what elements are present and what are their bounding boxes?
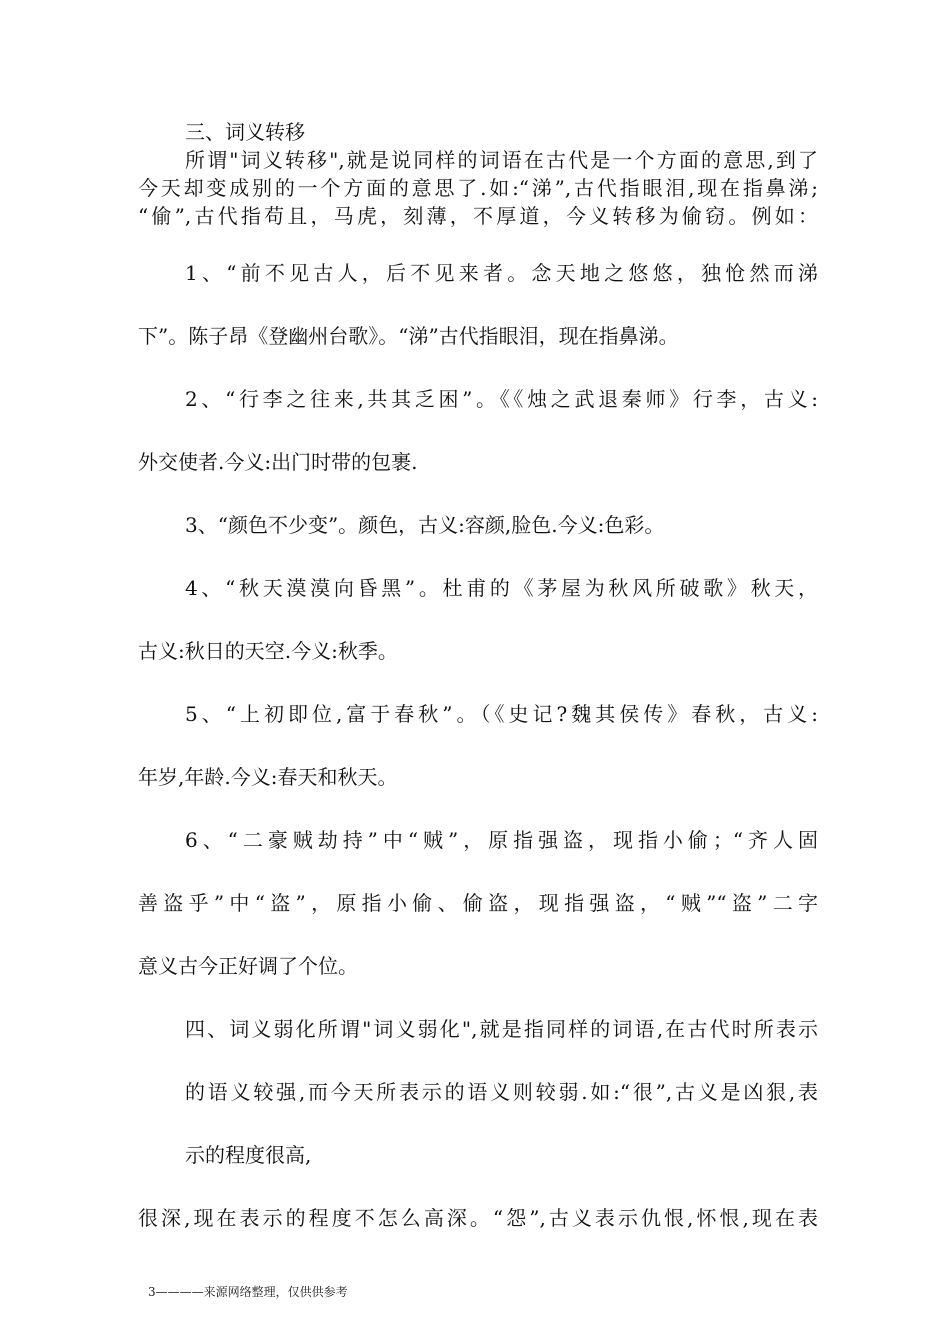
page-footer: 3————来源网络整理，仅供供参考 bbox=[148, 1285, 348, 1299]
example-6-line-2: 善盗乎”中“盗”，原指小偷、偷盗，现指强盗，“贼”“盗”二字 bbox=[138, 891, 818, 915]
example-5-line-1: 5、“上初即位,富于春秋”。（《史记?魏其侯传》春秋，古义: bbox=[185, 702, 818, 726]
example-2-line-2: 外交使者.今义:出门时带的包裹. bbox=[138, 450, 418, 474]
paragraph-line: 很深,现在表示的程度不怎么高深。“怨”,古义表示仇恨,怀恨,现在表 bbox=[138, 1206, 818, 1230]
section-heading-3: 三、词义转移 bbox=[185, 120, 305, 144]
example-1-line-2: 下”。陈子昂《登幽州台歌》。“涕”古代指眼泪，现在指鼻涕。 bbox=[138, 324, 679, 348]
section-heading-4: 四、词义弱化所谓"词义弱化",就是指同样的词语,在古代时所表示 bbox=[185, 1017, 818, 1041]
paragraph-line: “偷”,古代指苟且，马虎，刻薄，不厚道，今义转移为偷窃。例如： bbox=[138, 204, 818, 228]
paragraph-line: 的语义较强,而今天所表示的语义则较弱.如:“很”,古义是凶狠,表 bbox=[185, 1080, 818, 1104]
example-2-line-1: 2、“行李之往来,共其乏困”。《《烛之武退秦师》行李，古义: bbox=[185, 387, 818, 411]
paragraph-line: 今天却变成别的一个方面的意思了.如:“涕”,古代指眼泪,现在指鼻涕; bbox=[138, 176, 818, 200]
example-6-line-1: 6、“二豪贼劫持”中“贼”，原指强盗，现指小偷；“齐人固 bbox=[185, 828, 818, 852]
example-4-line-2: 古义:秋日的天空.今义:秋季。 bbox=[138, 639, 398, 663]
example-1-line-1: 1、“前不见古人，后不见来者。念天地之悠悠，独怆然而涕 bbox=[185, 261, 818, 285]
example-3-line-1: 3、“颜色不少变”。颜色，古义:容颜,脸色.今义:色彩。 bbox=[185, 513, 665, 537]
example-6-line-3: 意义古今正好调了个位。 bbox=[138, 954, 358, 978]
paragraph-line: 所谓"词义转移",就是说同样的词语在古代是一个方面的意思,到了 bbox=[185, 148, 818, 172]
example-5-line-2: 年岁,年龄.今义:春天和秋天。 bbox=[138, 765, 398, 789]
example-4-line-1: 4、“秋天漠漠向昏黑”。杜甫的《茅屋为秋风所破歌》秋天， bbox=[185, 576, 818, 600]
paragraph-line: 示的程度很高, bbox=[185, 1143, 312, 1167]
